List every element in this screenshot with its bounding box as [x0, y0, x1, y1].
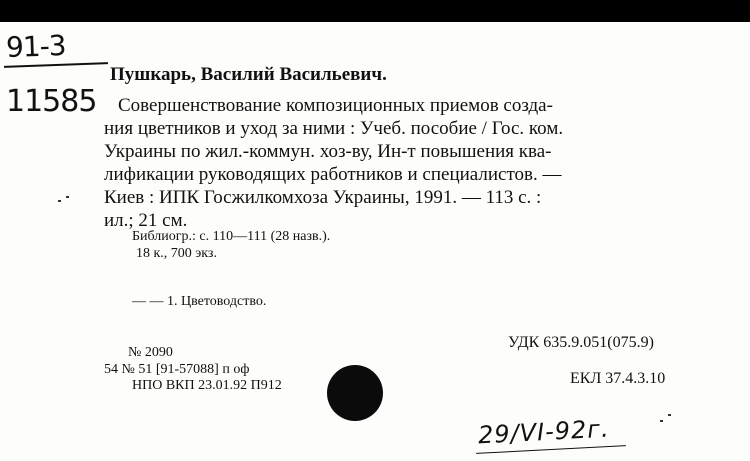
order-line: 54 № 51 [91-57088] п оф: [104, 362, 250, 377]
bibliography-note: Библиогр.: с. 110—111 (28 назв.).: [132, 229, 331, 244]
description-line: Совершенствование композиционных приемов созда-: [118, 95, 553, 116]
print-run-note: 18 к., 700 экз.: [136, 246, 217, 261]
handwritten-date: 29/VI-92г.: [477, 414, 611, 450]
description-line: ния цветников и уход за ними : Учеб. пособие / Гос. ком.: [104, 118, 564, 139]
speck: [66, 196, 69, 198]
inventory-number: 11585: [6, 84, 97, 119]
description-line: ил.; 21 см.: [104, 210, 188, 231]
card-number: № 2090: [128, 345, 173, 360]
udc-code: УДК 635.9.051(075.9): [508, 334, 654, 351]
subject-heading: — — 1. Цветоводство.: [132, 294, 267, 309]
punch-hole: [327, 365, 383, 421]
shelf-mark: 91-3: [5, 28, 67, 65]
ekl-code: ЕКЛ 37.4.3.10: [570, 370, 666, 387]
description-line: Украины по жил.-коммун. хоз-ву, Ин-т повышения ква-: [104, 141, 552, 162]
publisher-line: НПО ВКП 23.01.92 П912: [132, 378, 282, 393]
author-heading: Пушкарь, Василий Васильевич.: [110, 64, 387, 85]
description-line: Киев : ИПК Госжилкомхоза Украины, 1991. — 113 с. :: [104, 187, 542, 208]
speck: [58, 200, 61, 202]
speck: [660, 420, 663, 422]
description-line: лификации руководящих работников и специалистов. —: [104, 164, 562, 185]
speck: [668, 414, 671, 416]
